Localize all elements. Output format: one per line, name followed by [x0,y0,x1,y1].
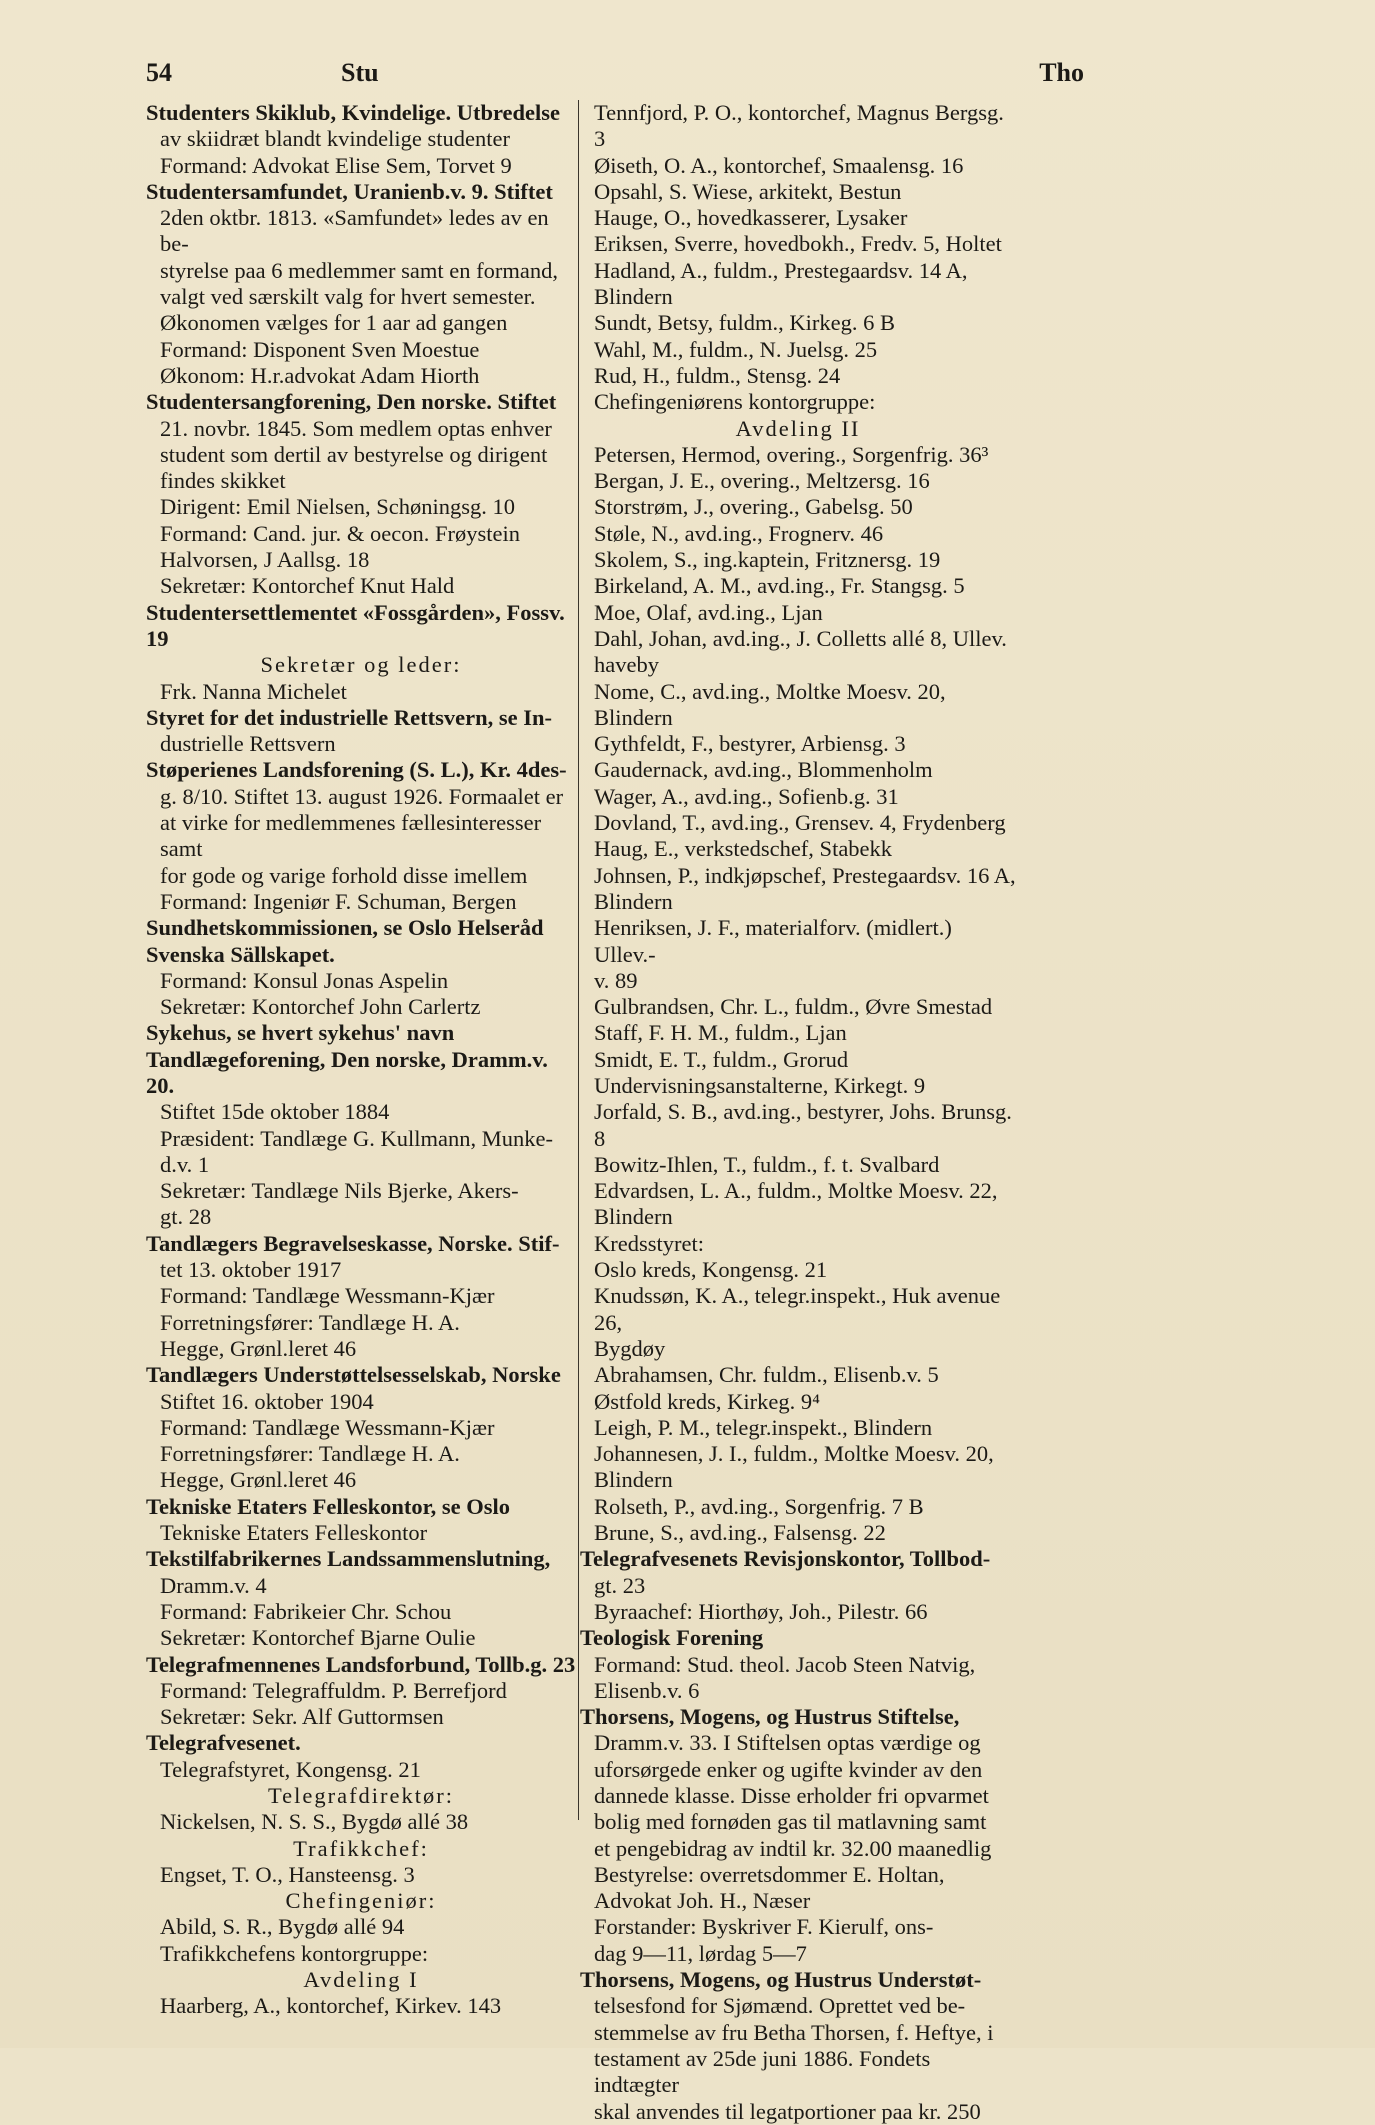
entry-line: findes skikket [160,468,286,494]
entry-heading: Sundhetskommissionen, se Oslo Helseråd [146,915,544,941]
entry-line: Rud, H., fuldm., Stensg. 24 [594,362,841,388]
entry-line: Forstander: Byskriver F. Kierulf, ons- [594,1914,934,1940]
entry-line: 21. novbr. 1845. Som medlem optas enhver [160,415,552,441]
entry-line: Opsahl, S. Wiese, arkitekt, Bestun [594,178,902,204]
entry-line: Præsident: Tandlæge G. Kullmann, Munke- [160,1125,553,1151]
entry-line: et pengebidrag av indtil kr. 32.00 maanedlig [594,1835,992,1861]
entry-line: Østfold kreds, Kirkeg. 9⁴ [594,1388,820,1414]
entry-heading: Sykehus, se hvert sykehus' navn [146,1020,455,1046]
entry-line: Formand: Advokat Elise Sem, Torvet 9 [160,152,512,178]
entry-line: Frk. Nanna Michelet [160,678,347,704]
entry-line: Abrahamsen, Chr. fuldm., Elisenb.v. 5 [594,1362,939,1388]
entry-line: Dahl, Johan, avd.ing., J. Colletts allé 8, Ullev. [594,625,1007,651]
entry-line: dustrielle Rettsvern [160,731,336,757]
entry-line: Blindern [594,1467,673,1493]
entry-line: Økonomen vælges for 1 aar ad gangen [160,310,508,336]
entry-line: tet 13. oktober 1917 [160,1257,342,1283]
entry-line: Avdeling I [303,1967,419,1993]
entry-line: Moe, Olaf, avd.ing., Ljan [594,599,823,625]
entry-line: Rolseth, P., avd.ing., Sorgenfrig. 7 B [594,1493,924,1519]
entry-heading: Telegrafmennenes Landsforbund, Tollb.g. 23 [146,1651,576,1677]
entry-line: Petersen, Hermod, overing., Sorgenfrig. 36³ [594,441,989,467]
entry-line: Gythfeldt, F., bestyrer, Arbiensg. 3 [594,731,906,757]
entry-line: Hadland, A., fuldm., Prestegaardsv. 14 A, [594,257,968,283]
entry-line: Telegrafdirektør: [267,1783,455,1808]
entry-line: Birkeland, A. M., avd.ing., Fr. Stangsg. 5 [594,573,965,599]
entry-line: v. 89 [594,967,638,993]
entry-heading: Støperienes Landsforening (S. L.), Kr. 4des- [146,757,567,783]
entry-heading: Tekstilfabrikernes Landssammenslutning, [146,1546,551,1572]
entry-line: Blindern [594,1204,673,1230]
entry-heading: Styret for det industrielle Rettsvern, se In- [146,704,552,730]
entry-line: av skiidræt blandt kvindelige studenter [160,126,510,152]
entry-line: Dramm.v. 4 [160,1572,267,1598]
left-column [146,100,576,2020]
entry-line: Kredsstyret: [594,1230,704,1256]
entry-line: Trafikkchefens kontorgruppe: [160,1940,429,1966]
entry-line: Leigh, P. M., telegr.inspekt., Blindern [594,1414,933,1440]
entry-line: Formand: Tandlæge Wessmann-Kjær [160,1283,495,1309]
entry-heading: Tandlægers Begravelseskasse, Norske. Stif- [146,1230,560,1256]
entry-line: Johnsen, P., indkjøpschef, Prestegaardsv. 16 A, [594,862,1016,888]
column-divider [578,100,579,1820]
entry-line: student som dertil av bestyrelse og dirigent [160,441,548,467]
entry-line: Støle, N., avd.ing., Frognerv. 46 [594,520,884,546]
entry-line: Gaudernack, avd.ing., Blommenholm [594,757,933,783]
entry-line: Tennfjord, P. O., kontorchef, Magnus Bergsg. 3 [594,100,1004,152]
entry-heading: Thorsens, Mogens, og Hustrus Understøt- [580,1967,982,1993]
entry-line: Skolem, S., ing.kaptein, Fritznersg. 19 [594,547,941,573]
entry-line: Avdeling II [735,415,861,441]
entry-line: Bowitz-Ihlen, T., fuldm., f. t. Svalbard [594,1151,940,1177]
entry-line: Hegge, Grønl.leret 46 [160,1467,357,1493]
entry-line: Formand: Cand. jur. & oecon. Frøystein [160,520,520,546]
entry-line: Sekretær: Kontorchef Bjarne Oulie [160,1625,476,1651]
entry-line: Tekniske Etaters Felleskontor [160,1520,428,1546]
entry-line: Abild, S. R., Bygdø allé 94 [160,1914,405,1940]
entry-line: Øiseth, O. A., kontorchef, Smaalensg. 16 [594,152,964,178]
entry-line: Formand: Ingeniør F. Schuman, Bergen [160,888,517,914]
entry-line: d.v. 1 [160,1151,210,1177]
entry-line: Edvardsen, L. A., fuldm., Moltke Moesv. 22, [594,1178,998,1204]
entry-line: Advokat Joh. H., Næser [594,1888,811,1914]
entry-line: Johannesen, J. I., fuldm., Moltke Moesv. 20, [594,1441,994,1467]
entry-line: Staff, F. H. M., fuldm., Ljan [594,1020,847,1046]
entry-line: Stiftet 15de oktober 1884 [160,1099,390,1125]
entry-line: Formand: Tandlæge Wessmann-Kjær [160,1414,495,1440]
entry-line: Brune, S., avd.ing., Falsensg. 22 [594,1520,886,1546]
entry-line: Forretningsfører: Tandlæge H. A. [160,1441,460,1467]
entry-line: Eriksen, Sverre, hovedbokh., Fredv. 5, Holtet [594,231,1002,257]
entry-line: Oslo kreds, Kongensg. 21 [594,1257,828,1283]
entry-heading: Studenters Skiklub, Kvindelige. Utbredelse [146,100,561,125]
entry-line: Byraachef: Hiorthøy, Joh., Pilestr. 66 [594,1598,928,1624]
entry-heading: Teologisk Forening [580,1625,764,1651]
entry-line: Formand: Konsul Jonas Aspelin [160,967,449,993]
entry-heading: Studentersettlementet «Fossgården», Fossv. 19 [146,599,565,651]
entry-line: Dramm.v. 33. I Stiftelsen optas værdige og [594,1730,981,1756]
entry-line: Wager, A., avd.ing., Sofienb.g. 31 [594,783,899,809]
entry-line: Knudssøn, K. A., telegr.inspekt., Huk avenue 26, [594,1283,1001,1335]
entry-line: Sekretær: Tandlæge Nils Bjerke, Akers- [160,1178,519,1204]
entry-line: Haug, E., verkstedschef, Stabekk [594,836,893,862]
entry-line: Wahl, M., fuldm., N. Juelsg. 25 [594,336,878,362]
entry-line: Blindern [594,284,673,310]
entry-line: g. 8/10. Stiftet 13. august 1926. Formaalet er [160,783,564,809]
entry-heading: Studentersamfundet, Uranienb.v. 9. Stiftet [146,178,553,204]
entry-line: 2den oktbr. 1813. «Samfundet» ledes av en be- [160,205,549,257]
entry-line: Formand: Fabrikeier Chr. Schou [160,1598,452,1624]
entry-line: Henriksen, J. F., materialforv. (midlert.) Ullev.- [594,915,952,967]
entry-line: gt. 28 [160,1204,212,1230]
entry-line: Gulbrandsen, Chr. L., fuldm., Øvre Smestad [594,994,993,1020]
page-header [146,58,1224,98]
entry-line: Dirigent: Emil Nielsen, Schøningsg. 10 [160,494,515,520]
entry-line: gt. 23 [594,1572,646,1598]
page-number: 54 [146,58,172,87]
entry-line: for gode og varige forhold disse imellem [160,862,528,888]
entry-heading: Telegrafvesenets Revisjonskontor, Tollbod- [580,1546,991,1572]
entry-line: Halvorsen, J Aallsg. 18 [160,547,370,573]
entry-line: uforsørgede enker og ugifte kvinder av den [594,1756,983,1782]
entry-heading: Tandlægers Understøttelsesselskab, Norske [146,1362,561,1388]
entry-line: Økonom: H.r.advokat Adam Hiorth [160,362,480,388]
entry-line: Bergan, J. E., overing., Meltzersg. 16 [594,468,930,494]
entry-line: Telegrafstyret, Kongensg. 21 [160,1756,421,1782]
entry-line: Formand: Stud. theol. Jacob Steen Natvig, [594,1651,976,1677]
entry-heading: Telegrafvesenet. [146,1730,301,1756]
entry-line: Nickelsen, N. S. S., Bygdø allé 38 [160,1809,469,1835]
entry-line: Storstrøm, J., overing., Gabelsg. 50 [594,494,913,520]
entry-line: Sekretær og leder: [260,652,462,678]
entry-line: skal anvendes til legatportioner paa kr. 250 [594,2098,981,2124]
entry-line: Elisenb.v. 6 [594,1677,700,1703]
entry-line: Chefingeniør: [285,1888,437,1914]
entry-heading: Tandlægeforening, Den norske, Dramm.v. 20. [146,1046,548,1098]
entry-line: at virke for medlemmenes fællesinteresser samt [160,810,542,862]
entry-line: Chefingeniørens kontorgruppe: [594,389,876,415]
entry-line: stemmelse av fru Betha Thorsen, f. Heftye, i [594,2019,994,2045]
entry-line: bolig med fornøden gas til matlavning samt [594,1809,987,1835]
entry-line: Hauge, O., hovedkasserer, Lysaker [594,205,908,231]
entry-line: Stiftet 16. oktober 1904 [160,1388,374,1414]
entry-line: testament av 25de juni 1886. Fondets indtægter [594,2045,931,2098]
entry-line: Trafikkchef: [293,1835,429,1861]
entry-line: Formand: Disponent Sven Moestue [160,336,480,362]
entry-line: Sekretær: Kontorchef Knut Hald [160,573,455,599]
entry-line: Sundt, Betsy, fuldm., Kirkeg. 6 B [594,310,896,336]
entry-line: Nome, C., avd.ing., Moltke Moesv. 20, Blindern [594,678,946,730]
entry-heading: Svenska Sällskapet. [146,941,335,967]
entry-line: Bygdøy [594,1335,666,1361]
entry-line: dannede klasse. Disse erholder fri opvarmet [594,1783,989,1808]
entry-line: Bestyrelse: overretsdommer E. Holtan, [594,1861,945,1887]
entry-heading: Thorsens, Mogens, og Hustrus Stiftelse, [580,1704,960,1730]
entry-line: haveby [594,652,659,678]
entry-line: Blindern [594,888,673,914]
entry-line: Forretningsfører: Tandlæge H. A. [160,1309,460,1335]
entry-line: Sekretær: Sekr. Alf Guttormsen [160,1704,444,1730]
entry-line: Haarberg, A., kontorchef, Kirkev. 143 [160,1993,502,2019]
entry-line: valgt ved særskilt valg for hvert semester. [160,284,536,310]
entry-line: Engset, T. O., Hansteensg. 3 [160,1861,415,1887]
entry-line: Hegge, Grønl.leret 46 [160,1335,357,1361]
right-column [580,100,1016,2125]
entry-line: Formand: Telegraffuldm. P. Berrefjord [160,1677,507,1703]
entry-line: dag 9—11, lørdag 5—7 [594,1940,807,1966]
entry-line: Sekretær: Kontorchef John Carlertz [160,994,481,1020]
entry-line: telsesfond for Sjømænd. Oprettet ved be- [594,1993,966,2019]
entry-heading: Studentersangforening, Den norske. Stiftet [146,389,557,415]
entry-line: styrelse paa 6 medlemmer samt en formand, [160,257,558,283]
entry-heading: Tekniske Etaters Felleskontor, se Oslo [146,1493,510,1519]
entry-line: Dovland, T., avd.ing., Grensev. 4, Frydenberg [594,810,1006,836]
header-left-keyword: Stu [341,58,379,87]
entry-line: Jorfald, S. B., avd.ing., bestyrer, Johs. Brunsg. 8 [594,1099,1012,1151]
entry-line: Undervisningsanstalterne, Kirkegt. 9 [594,1072,926,1098]
entry-line: Smidt, E. T., fuldm., Grorud [594,1046,849,1072]
header-right-keyword: Tho [1039,58,1084,87]
